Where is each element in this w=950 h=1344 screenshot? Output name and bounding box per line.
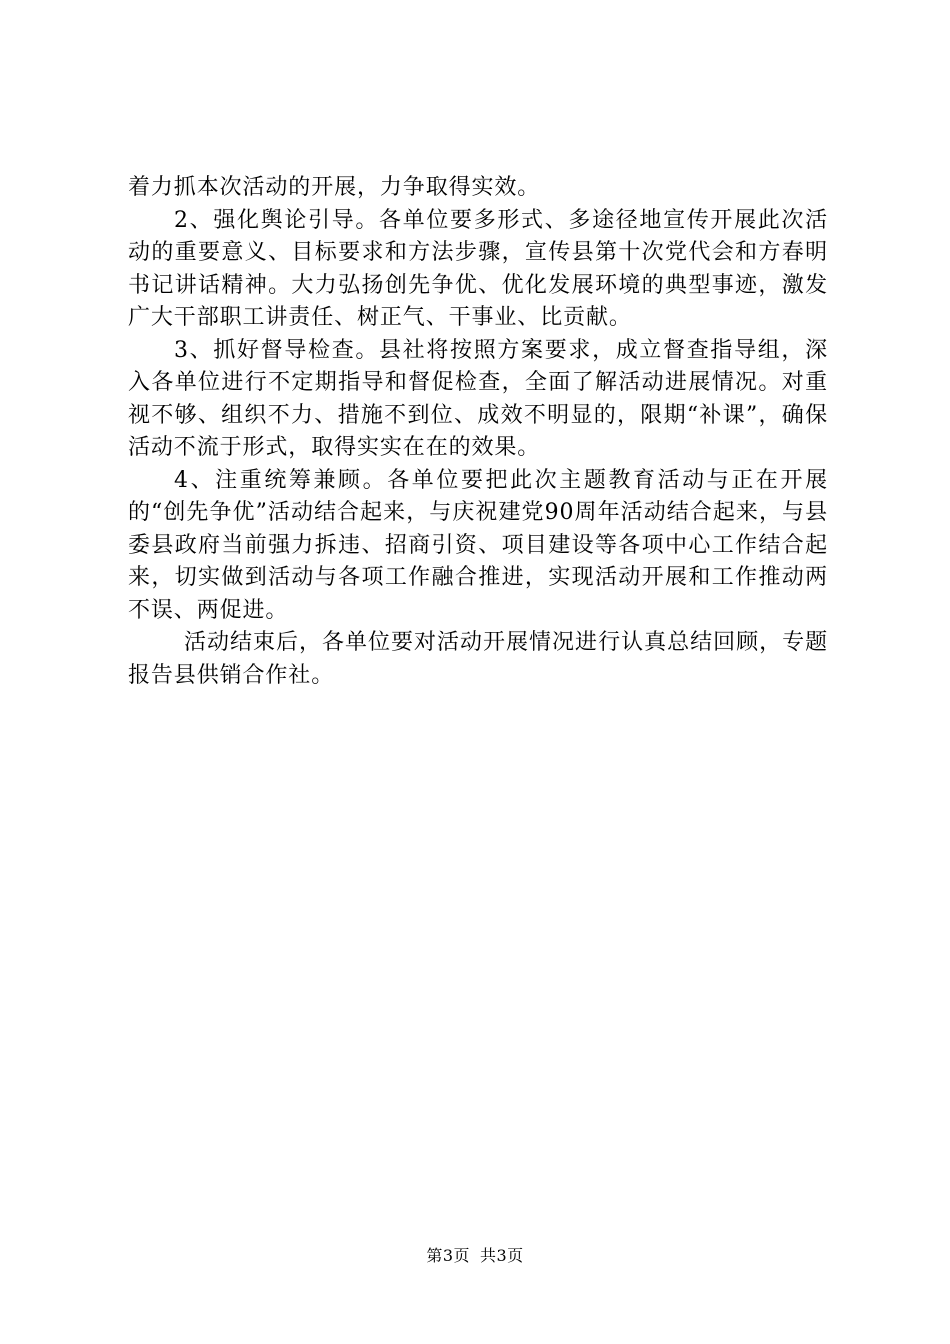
paragraph-public-opinion: 2、强化舆论引导。各单位要多形式、多途径地宣传开展此次活动的重要意义、目标要求和方法步骤，宣传县第十次党代会和方春明书记讲话精神。大力弘扬创先争优、优化发展环境的典型事迹，激发广大干部职工讲责任、树正气、干事业、比贡献。 — [128, 207, 828, 330]
paragraph-continuation: 着力抓本次活动的开展，力争取得实效。 — [128, 175, 541, 200]
paragraph-supervision: 3、抓好督导检查。县社将按照方案要求，成立督查指导组，深入各单位进行不定期指导和督促检查，全面了解活动进展情况。对重视不够、组织不力、措施不到位、成效不明显的，限期“补课”，确保活动不流于形式，取得实实在在的效果。 — [128, 337, 828, 460]
page-footer — [0, 1243, 950, 1266]
paragraph-coordination: 4、注重统筹兼顾。各单位要把此次主题教育活动与正在开展的“创先争优”活动结合起来，与庆祝建党90周年活动结合起来，与县委县政府当前强力拆违、招商引资、项目建设等各项中心工作结合起来，切实做到活动与各项工作融合推进，实现活动开展和工作推动两不误、两促进。 — [128, 467, 828, 623]
document-body — [128, 172, 828, 692]
page-number-total: 共3页 — [480, 1246, 524, 1265]
page-number-current: 第3页 — [426, 1246, 470, 1265]
paragraph-conclusion: 活动结束后，各单位要对活动开展情况进行认真总结回顾，专题报告县供销合作社。 — [128, 630, 828, 688]
